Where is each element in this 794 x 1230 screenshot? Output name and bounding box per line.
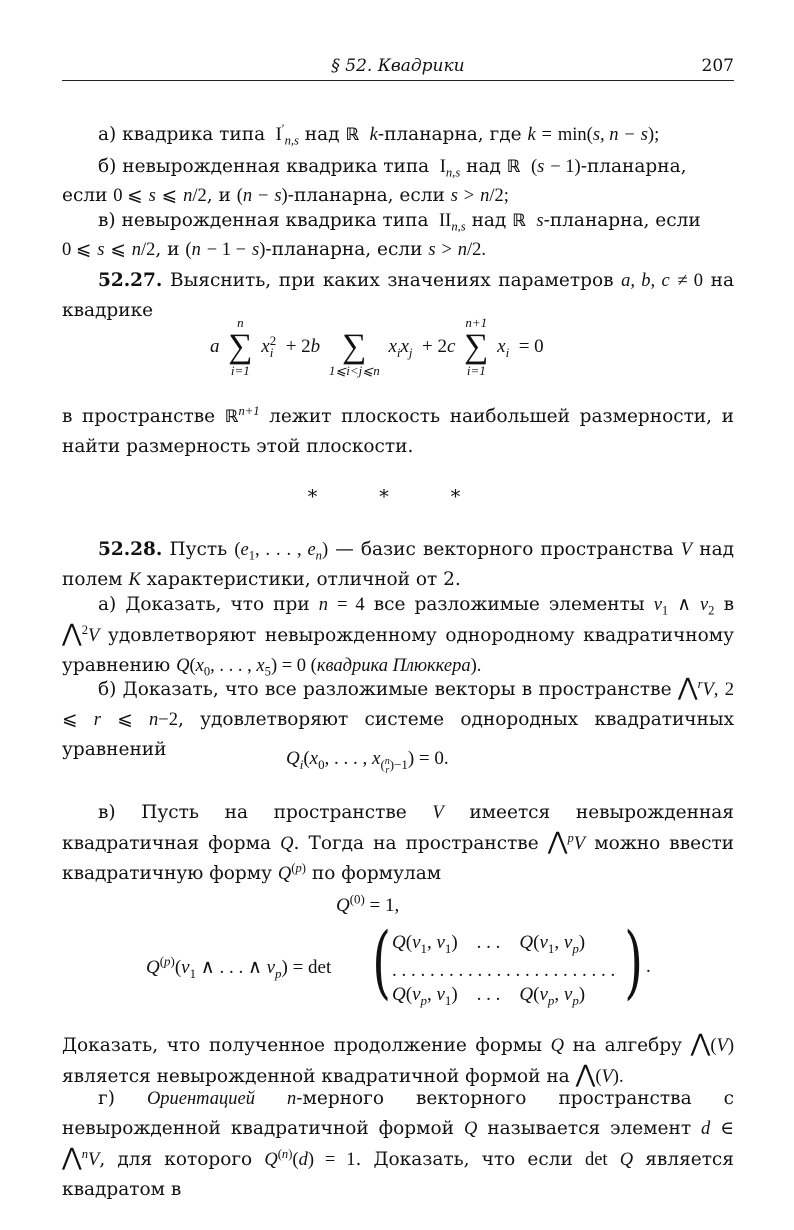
page-number: 207	[701, 56, 734, 76]
item-b-line2: если 0 ⩽ s ⩽ n/2, и (n − s)-планарна, если s > n/2;	[62, 185, 509, 206]
item-c-quadric: в) невырожденная квадрика типа $II_{n,s}$ над ℝ s-планарна, если	[98, 210, 701, 234]
problem-number: 52.28.	[98, 539, 163, 560]
running-header	[62, 54, 734, 81]
item-c-extension: в) Пусть на пространстве V имеется невырожденная квадратичная форма Q. Тогда на пространстве ⋀$^p$V можно ввести квадратичную форму $Q^{(p)}$ по формулам	[62, 802, 735, 884]
problem-number: 52.27.	[98, 270, 163, 291]
matrix-row-dots: . . . . . . . . . . . . . . . . . . . . . . . .	[392, 960, 616, 981]
item-c-line2: 0 ⩽ s ⩽ n/2, и (n − 1 − s)-планарна, если s > n/2.	[62, 239, 487, 260]
matrix-row-1: $Q(v_1$, $v_1$) . . . $Q(v_1$, $v_p$)	[392, 932, 586, 956]
page: § 52. Квадрики 207 а) квадрика типа $I'_{n,s}$ над ℝ k-планарна, где k = min(s, n − s); б) невырожденная квадрика типа $I_{n,s}$ над ℝ (s − 1)-планарна, если 0 ⩽ s ⩽ n/2, и (n − s)-планарна, если s > n/2; в) невырожденная квадрика типа $II_{n,s}$ над ℝ s-планарна, если 0 ⩽ s ⩽ n/2, и (n − 1 − s)-планарна, если s > n/2. 52.27. Выяснить, при каких значениях параметров a, b, c ≠ 0 на квадрике a n ∑ i=1 x 2 i + 2b ∑ 1⩽i<j⩽n $x_ix_j + 2c$ n+1 ∑ i=1 $x_i = 0$ в пространстве ℝ$^{n+1}$ лежит плоскость наибольшей размерности, и найти размерность этой плоскости. * * * 52.28. Пусть ($e_1$, . . . , $e_n$) — базис векторного пространства V над полем K характеристики, отличной от 2. а) Доказать, что при n = 4 все разложимые элементы $v_1$ ∧ $v_2$ в ⋀$^2$V удовлетворяют невырожденному однородному квадратичному уравнению $Q(x_0$, . . . , $x_5) = 0$ (квадрика Плюккера). б) Доказать, что все разложимые векторы в пространстве ⋀$^r$V, 2 ⩽ r ⩽ n−2, удовлетворяют системе однородных квадратичных уравнений $Q_i(x_0$, . . . , $x_{( n r )-1}) = 0$. в) Пусть на пространстве V имеется невырожденная квадратичная форма Q. Тогда на пространстве ⋀$^p$V можно ввести квадратичную форму $Q^{(p)}$ по формулам $Q^{(0)} = 1$, $Q^{(p)}(v_1$ ∧ . . . ∧ $v_p) = \det$ ( $Q(v_1$, $v_1$) . . . $Q(v_1$, $v_p$) . . . . . . . . . . . . . . . . . . . . . . . . $Q(v_p$, $v_1$) . . . $Q(v_p$, $v_p$) ) . Доказать, что полученное продолжение формы Q на алгебру ⋀(V) является невырожденной квадратичной формой на ⋀(V). г) Ориентацией n-мерного векторного пространства с невырожденной квадратичной формой Q называется элемент d ∈ ⋀$^n$V, для которого $Q^{(n)}(d) = 1$. Доказать, что если det Q является квадратом в	[62, 0, 734, 1230]
left-paren: (	[372, 915, 391, 1008]
item-a-pluecker: а) Доказать, что при n = 4 все разложимые элементы $v_1$ ∧ $v_2$ в ⋀$^2$V удовлетворяют невырожденному однородному квадратичному уравнению $Q(x_0$, . . . , $x_5) = 0$ (квадрика Плюккера).	[62, 594, 734, 679]
item-d-orientation: г) Ориентацией n-мерного векторного пространства с невырожденной квадратичной формой Q называется элемент d ∈ ⋀$^n$V, для которого $Q^{(n)}(d) = 1$. Доказать, что если det Q является квадратом в	[62, 1088, 734, 1200]
right-paren: )	[624, 915, 643, 1008]
item-b-quadric: б) невырожденная квадрика типа $I_{n,s}$ над ℝ (s − 1)-планарна,	[98, 156, 687, 180]
problem-52-28: 52.28. Пусть ($e_1$, . . . , $e_n$) — базис векторного пространства V над полем K характеристики, отличной от 2.	[62, 539, 734, 590]
item-b-decomposable: б) Доказать, что все разложимые векторы в пространстве ⋀$^r$V, 2 ⩽ r ⩽ n−2, удовлетворяют системе однородных квадратичных уравнений	[62, 675, 735, 760]
header-title: § 52. Квадрики	[331, 56, 465, 76]
section-separator: * * *	[307, 486, 489, 508]
prove-paragraph: Доказать, что полученное продолжение формы Q на алгебру ⋀(V) является невырожденной квадратичной формой на ⋀(V).	[62, 1031, 734, 1088]
matrix-row-p: $Q(v_p$, $v_1$) . . . $Q(v_p$, $v_p$)	[392, 984, 586, 1008]
problem-52-27: 52.27. Выяснить, при каких значениях параметров a, b, c ≠ 0 на квадрике	[62, 270, 735, 321]
item-a-quadric: а) квадрика типа $I'_{n,s}$ над ℝ k-планарна, где k = min(s, n − s);	[98, 121, 660, 148]
problem-52-27-tail: в пространстве ℝ$^{n+1}$ лежит плоскость наибольшей размерности, и найти размерность этой плоскости.	[62, 403, 734, 457]
